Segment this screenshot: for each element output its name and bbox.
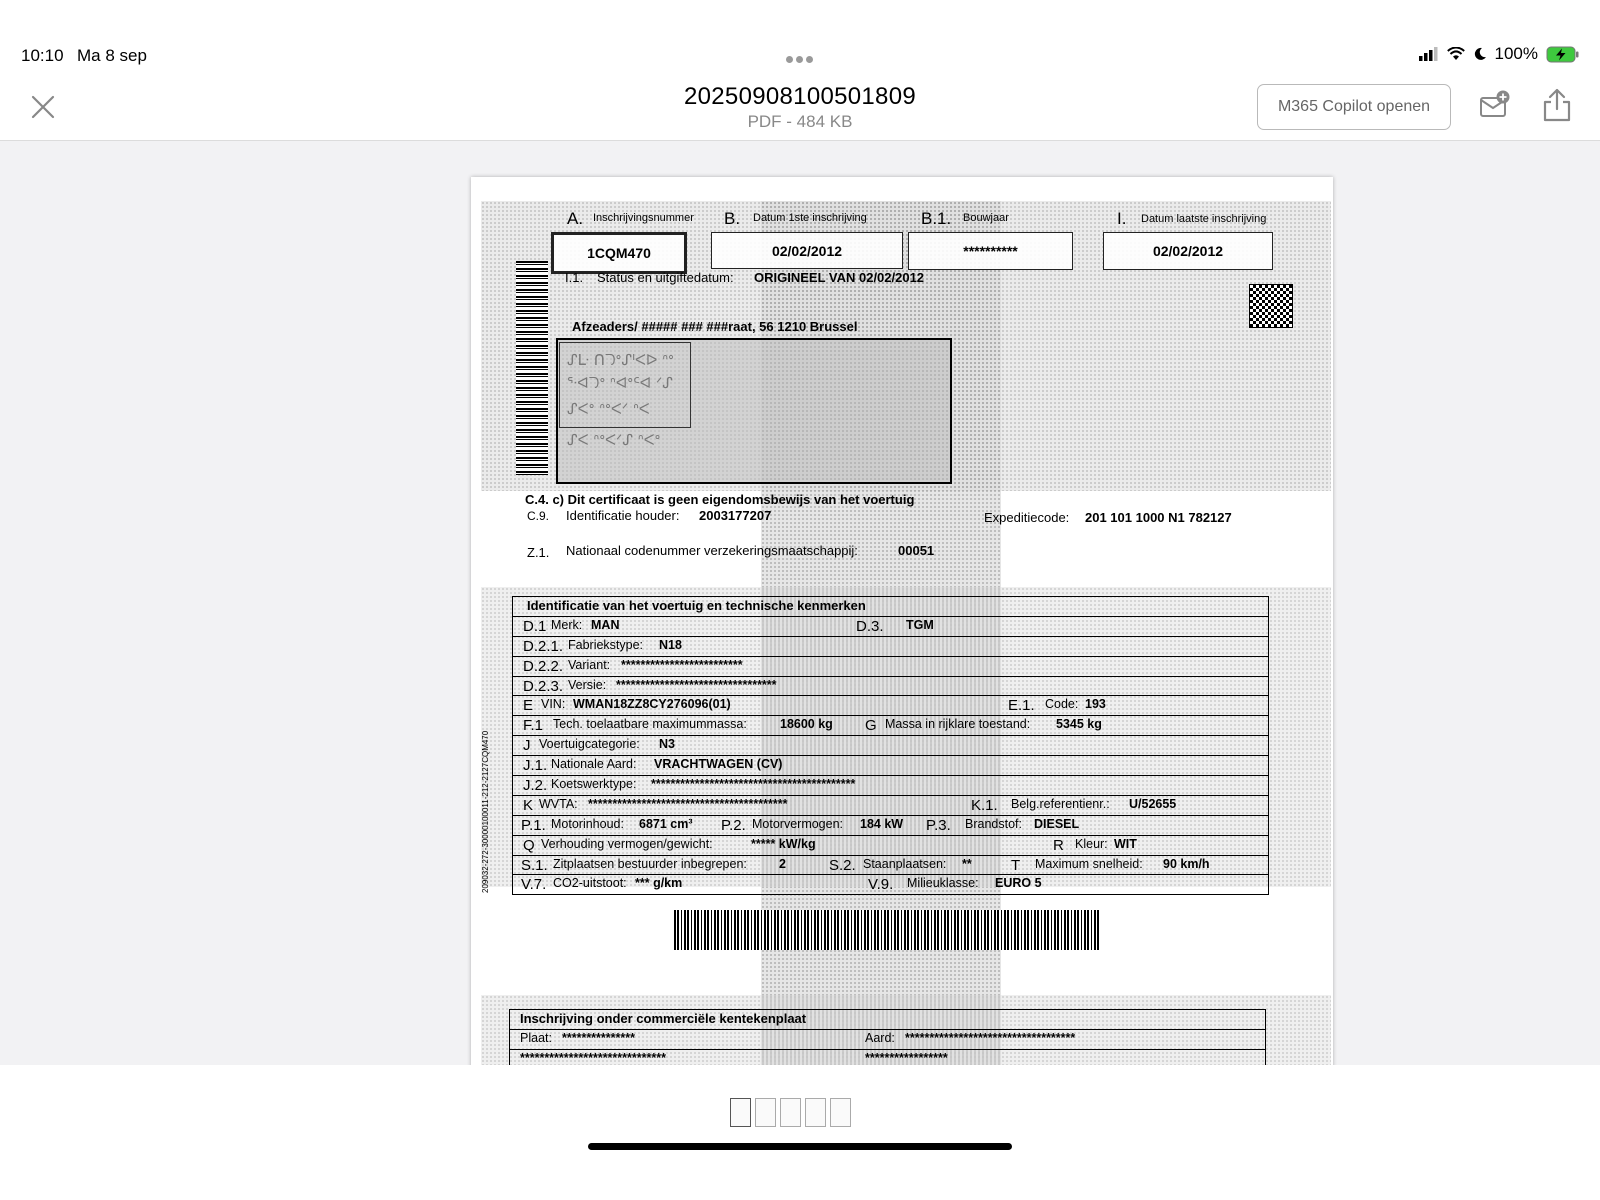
spec-field: Merk: <box>551 617 583 632</box>
spec-field: N3 <box>659 737 675 752</box>
first-registration-date: 02/02/2012 <box>711 232 903 269</box>
build-year: ********** <box>908 232 1073 270</box>
spec-field: WIT <box>1114 836 1137 851</box>
spec-field: E.1. <box>1008 697 1035 715</box>
table-row <box>513 657 1268 677</box>
cellular-signal-icon <box>1419 47 1439 61</box>
spec-field: *************** <box>562 1030 635 1045</box>
spec-field: Verhouding vermogen/gewicht: <box>541 836 713 851</box>
commercial-plate-table <box>509 1009 1266 1065</box>
spec-field: V.9. <box>868 876 894 894</box>
spec-field: 2 <box>779 856 786 871</box>
field-c9-code: C.9. <box>527 509 550 523</box>
pdf-page <box>471 177 1333 1065</box>
wifi-icon <box>1447 47 1465 61</box>
field-i-label: Datum laatste inschrijving <box>1141 213 1267 225</box>
spec-field: VRACHTWAGEN (CV) <box>654 757 783 772</box>
spec-field: J.1. <box>523 757 548 775</box>
spec-field: 18600 kg <box>780 717 833 732</box>
table-row <box>510 1050 1265 1065</box>
table-row <box>513 856 1268 876</box>
spec-field: Versie: <box>568 677 607 692</box>
table-row <box>513 716 1268 736</box>
document-title: 20250908100501809 <box>683 83 916 110</box>
side-serial-text: 209032-272-30000100011-212-2127CQM470 <box>481 730 490 893</box>
table-row <box>513 617 1268 637</box>
spec-field: V.7. <box>521 876 547 894</box>
home-indicator[interactable] <box>588 1143 1012 1150</box>
spec-field: J <box>523 737 531 755</box>
table-row <box>513 756 1268 776</box>
horizontal-barcode-icon <box>674 910 1099 950</box>
copilot-button[interactable]: M365 Copilot openen <box>1257 84 1451 130</box>
status-date: Ma 8 sep <box>77 46 147 65</box>
spec-field: Motorvermogen: <box>752 816 844 831</box>
spec-field: ***** kW/kg <box>751 836 816 851</box>
status-bar <box>0 0 1600 80</box>
sender-address: Afzeaders/ ##### ### ###raat, 56 1210 Brussel <box>572 319 858 334</box>
spec-field: ************************* <box>621 657 743 672</box>
page-thumbnail[interactable] <box>755 1098 776 1127</box>
spec-field: *********************************** <box>905 1030 1076 1045</box>
table-row <box>513 796 1268 816</box>
spec-field: K <box>523 796 534 814</box>
page-thumbnail[interactable] <box>730 1098 751 1127</box>
table-row <box>513 637 1268 657</box>
field-b-letter: B. <box>724 209 741 228</box>
spec-field: Fabriekstype: <box>568 637 644 652</box>
redacted-text: ᔑᒷ ᑎᘄᐤᔑᑊᐸᐅ ᐢᐤ <box>567 351 674 369</box>
spec-field: F.1 <box>523 717 544 735</box>
spec-field: Q <box>523 836 535 854</box>
battery-percent: 100% <box>1494 44 1538 63</box>
table-row <box>513 875 1268 894</box>
spec-field: ** <box>962 856 972 871</box>
spec-field: Brandstof: <box>965 816 1022 831</box>
field-i-letter: I. <box>1117 209 1127 228</box>
spec-field: R <box>1053 836 1064 854</box>
table-row <box>510 1010 1265 1030</box>
spec-field: D.3. <box>856 617 884 635</box>
spec-field: P.2. <box>721 816 746 834</box>
spec-field: P.3. <box>926 816 951 834</box>
table-row <box>513 816 1268 836</box>
field-a-letter: A. <box>567 209 584 228</box>
spec-field: Belg.referentienr.: <box>1011 796 1110 811</box>
spec-field: D.2.1. <box>523 637 564 655</box>
field-i1-label: Status en uitgiftedatum: <box>597 270 734 285</box>
spec-field: 193 <box>1085 697 1106 712</box>
field-b1-letter: B.1. <box>921 209 952 228</box>
field-c9-label: Identificatie houder: <box>566 508 680 523</box>
field-b-label: Datum 1ste inschrijving <box>753 212 867 224</box>
redacted-text: ᔑᐸ ᐢᐤᐸᐟᔑ ᐢᐸᐤ <box>567 431 661 449</box>
spec-field: Koetswerktype: <box>551 777 637 792</box>
comm-title: Inschrijving onder commerciële kentekenplaat <box>520 1011 807 1026</box>
spec-field: Zitplaatsen bestuurder inbegrepen: <box>553 856 747 871</box>
spec-field: Staanplaatsen: <box>863 856 947 871</box>
field-z1-code: Z.1. <box>527 545 550 560</box>
spec-field: *** g/km <box>635 876 683 891</box>
spec-field: MAN <box>591 617 620 632</box>
last-registration-date: 02/02/2012 <box>1103 232 1273 270</box>
table-row <box>510 1030 1265 1050</box>
spec-field: G <box>865 717 877 735</box>
spec-title: Identificatie van het voertuig en technische kenmerken <box>527 598 866 613</box>
share-icon[interactable] <box>1541 87 1573 123</box>
table-row <box>513 696 1268 716</box>
field-z1-value: 00051 <box>898 543 935 558</box>
spec-field: Code: <box>1045 697 1079 712</box>
spec-field: ***************************************** <box>588 796 788 811</box>
expedition-label: Expeditiecode: <box>984 510 1070 525</box>
spec-field: Voertuigcategorie: <box>539 737 640 752</box>
table-row <box>513 736 1268 756</box>
spec-field: ***************** <box>865 1050 948 1065</box>
spec-field: D.2.3. <box>523 677 564 695</box>
qr-code-icon <box>1250 285 1292 327</box>
field-a-label: Inschrijvingsnummer <box>593 212 694 224</box>
field-c9-value: 2003177207 <box>699 508 772 523</box>
spec-field: D.2.2. <box>523 657 564 675</box>
page-thumbnail[interactable] <box>830 1098 851 1127</box>
document-subtitle: PDF - 484 KB <box>747 112 853 131</box>
spec-field: Kleur: <box>1075 836 1108 851</box>
pdf-viewer[interactable] <box>0 141 1600 1065</box>
page-thumbnail-bar <box>0 1065 1600 1200</box>
spec-field: U/52655 <box>1129 796 1177 811</box>
spec-field: Milieuklasse: <box>907 876 979 891</box>
moon-icon <box>1473 47 1487 61</box>
spec-field: 6871 cm³ <box>639 816 693 831</box>
redacted-text: ᕐᐧᐊᘄᐤ ᐢᐊᐤᑦᐊ ᐟᔑ <box>567 374 673 392</box>
spec-field: Maximum snelheid: <box>1035 856 1143 871</box>
spec-field: EURO 5 <box>995 876 1042 891</box>
spec-field: WMAN18ZZ8CY276096(01) <box>573 697 731 712</box>
spec-field: WVTA: <box>539 796 578 811</box>
spec-field: Motorinhoud: <box>551 816 624 831</box>
spec-field: Tech. toelaatbare maximummassa: <box>553 717 747 732</box>
spec-field: ********************************* <box>616 677 777 692</box>
page-thumbnail[interactable] <box>805 1098 826 1127</box>
spec-field: Plaat: <box>520 1030 552 1045</box>
multitasking-dots-icon[interactable] <box>784 50 814 68</box>
spec-field: J.2. <box>523 777 548 795</box>
c4-statement: C.4. c) Dit certificaat is geen eigendomsbewijs van het voertuig <box>525 492 915 507</box>
table-row <box>513 836 1268 856</box>
vehicle-spec-table <box>512 596 1269 895</box>
spec-field: TGM <box>906 617 934 632</box>
spec-field: ****************************** <box>520 1050 666 1065</box>
spec-field: Massa in rijklare toestand: <box>885 717 1031 732</box>
spec-field: 90 km/h <box>1163 856 1210 871</box>
registration-number: 1CQM470 <box>551 232 687 274</box>
field-i1-value: ORIGINEEL VAN 02/02/2012 <box>754 270 925 285</box>
battery-charging-icon <box>1546 46 1580 63</box>
spec-field: N18 <box>659 637 682 652</box>
table-row <box>513 677 1268 697</box>
field-b1-label: Bouwjaar <box>963 212 1009 224</box>
status-time: 10:10 <box>21 46 64 65</box>
spec-field: DIESEL <box>1034 816 1080 831</box>
spec-field: S.2. <box>829 856 856 874</box>
spec-field: E <box>523 697 534 715</box>
mail-add-icon[interactable] <box>1478 89 1512 123</box>
spec-field: Variant: <box>568 657 611 672</box>
spec-field: S.1. <box>521 856 548 874</box>
redacted-text: ᔑᐸᐤ ᐢᐤᐸᐟ ᐢᐸ <box>567 400 650 418</box>
spec-field: 5345 kg <box>1056 717 1102 732</box>
spec-field: ****************************************** <box>651 777 856 792</box>
spec-field: T <box>1011 856 1021 874</box>
spec-field: D.1 <box>523 617 547 635</box>
spec-field: Nationale Aard: <box>551 757 637 772</box>
field-i1-code: I.1. <box>565 270 584 285</box>
vertical-barcode-icon <box>516 261 548 475</box>
spec-field: Aard: <box>865 1030 895 1045</box>
field-z1-label: Nationaal codenummer verzekeringsmaatschappij: <box>566 543 858 558</box>
document-toolbar <box>0 80 1600 141</box>
spec-field: K.1. <box>971 796 998 814</box>
table-row <box>513 776 1268 796</box>
spec-field: CO2-uitstoot: <box>553 876 627 891</box>
table-row <box>513 597 1268 617</box>
expedition-code: 201 101 1000 N1 782127 <box>1085 510 1232 525</box>
spec-field: 184 kW <box>860 816 904 831</box>
spec-field: VIN: <box>541 697 566 712</box>
page-thumbnail[interactable] <box>780 1098 801 1127</box>
spec-field: P.1. <box>521 816 546 834</box>
